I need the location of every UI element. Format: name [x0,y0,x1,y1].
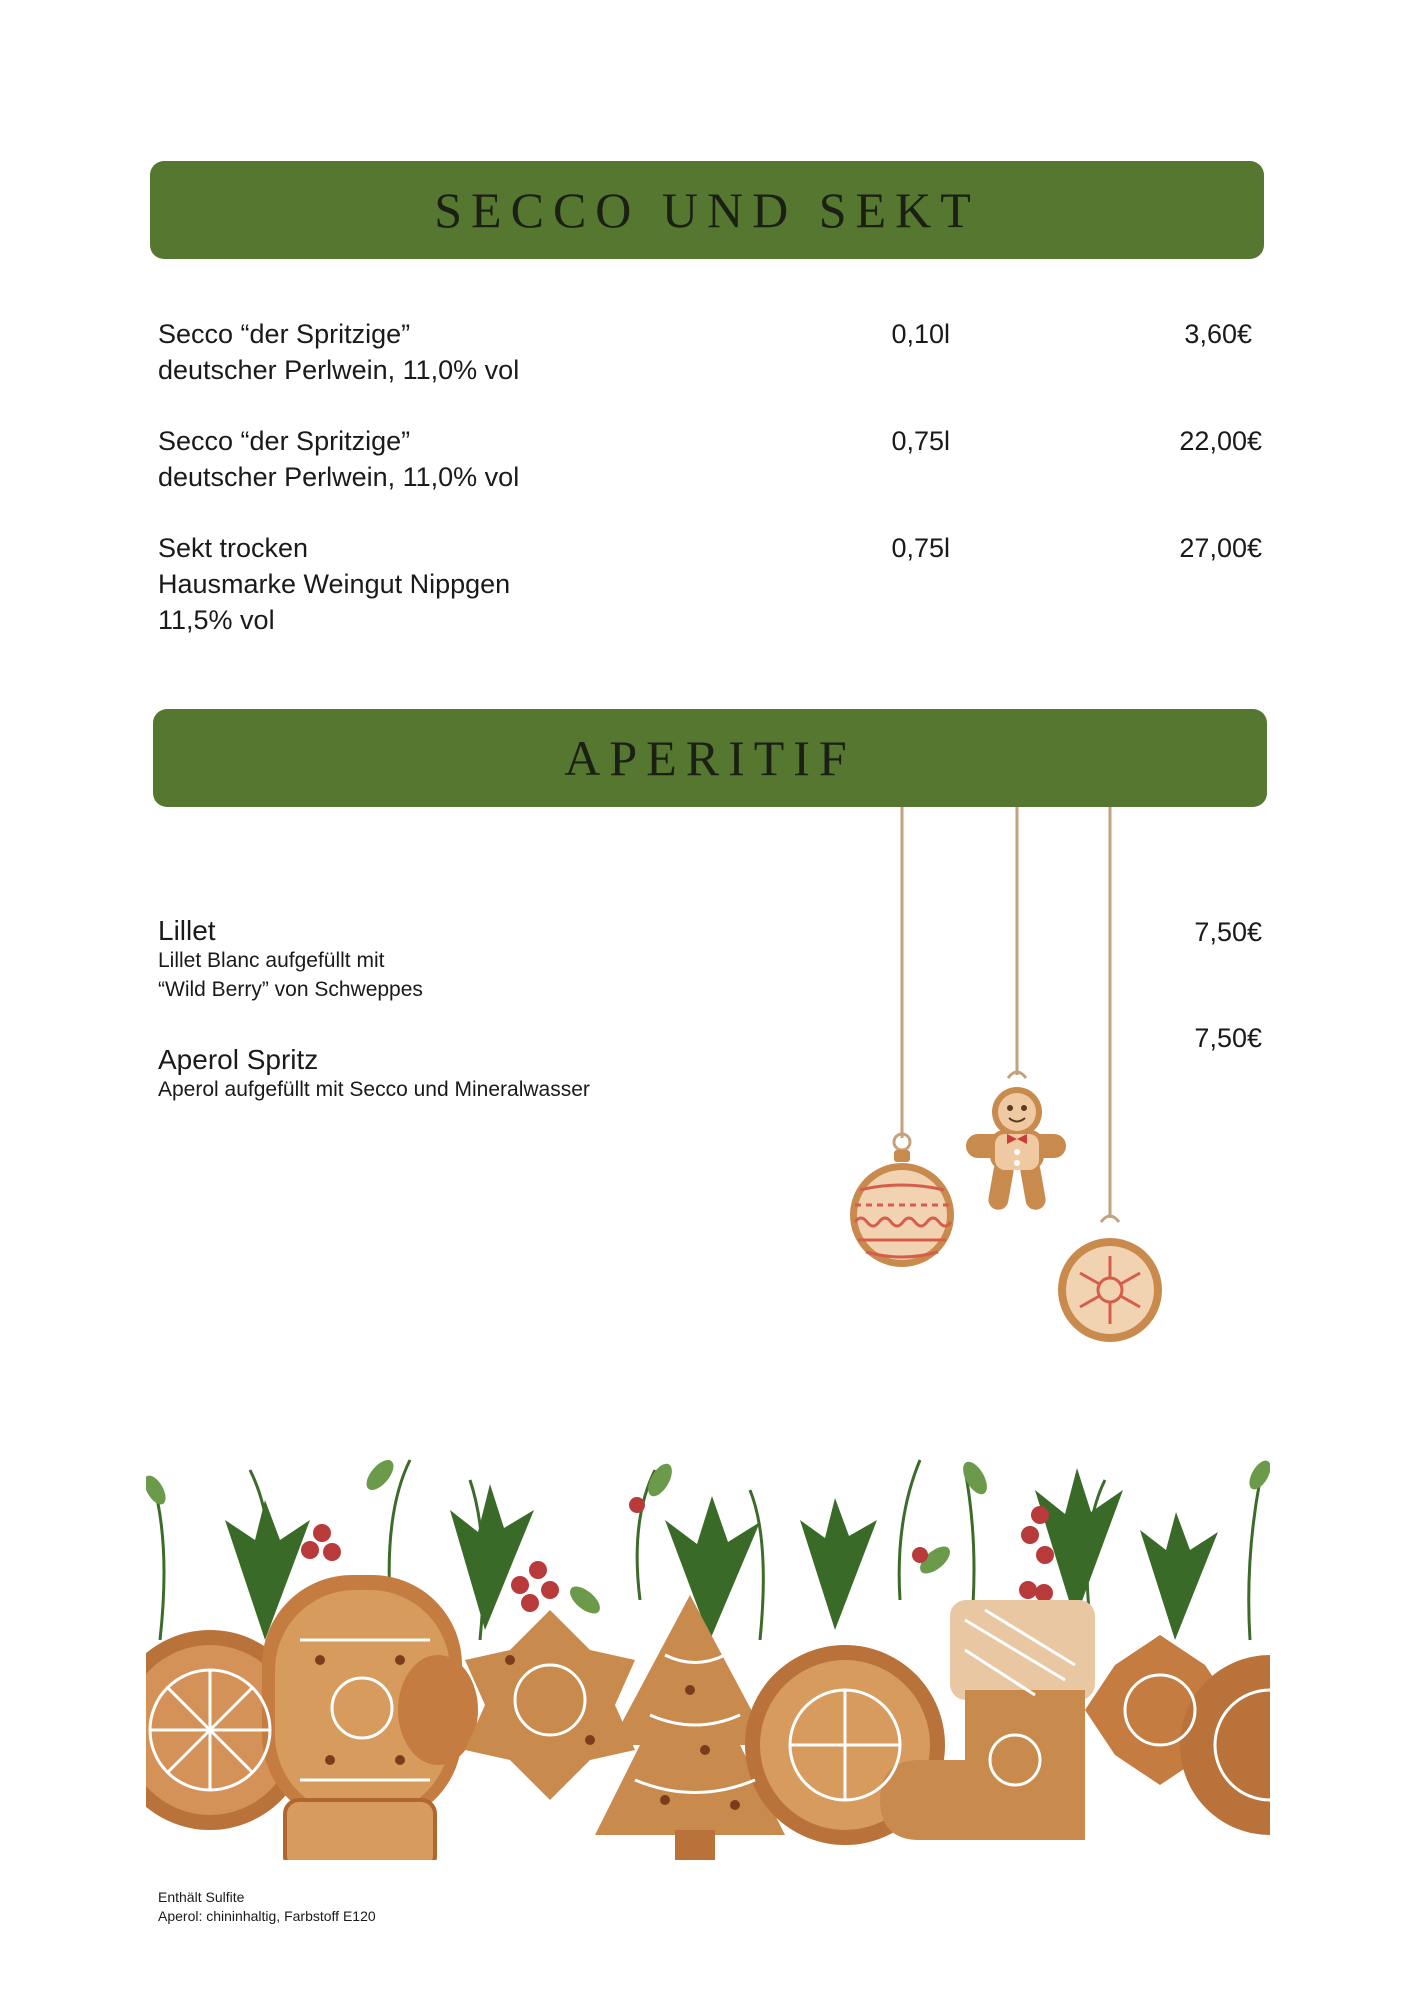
section-title-secco: SECCO UND SEKT [434,182,980,238]
item-volume: 0,75l [891,426,950,456]
footnote-sulfites: Enthält Sulfite [158,1889,245,1905]
item-name: Lillet [158,915,216,946]
item-price: 7,50€ [1194,917,1262,947]
footnote-aperol: Aperol: chininhaltig, Farbstoff E120 [158,1908,376,1924]
item-description: Lillet Blanc aufgefüllt mit [158,949,385,972]
section-title-aperitif: APERITIF [564,730,856,786]
bauble-ornament-icon [850,1134,954,1267]
item-volume: 0,75l [891,533,950,563]
item-description: deutscher Perlwein, 11,0% vol [158,355,520,385]
item-price: 27,00€ [1179,533,1262,563]
section-banner-secco [150,161,1264,259]
gingerbread-man-ornament-icon [966,1072,1066,1211]
item-price: 7,50€ [1194,1023,1262,1053]
item-price: 3,60€ [1184,319,1252,349]
cookie-row [110,1575,1360,1870]
item-description-line2: 11,5% vol [158,605,275,635]
item-name: Secco “der Spritzige” [158,319,411,349]
item-volume: 0,10l [891,319,950,349]
item-description-line2: “Wild Berry” von Schweppes [158,978,423,1001]
item-description: Aperol aufgefüllt mit Secco und Mineralwasser [158,1078,590,1101]
section-banner-aperitif [153,709,1267,807]
item-name: Sekt trocken [158,533,309,563]
pine-sprigs [225,1468,1218,1640]
item-description: deutscher Perlwein, 11,0% vol [158,462,520,492]
item-price: 22,00€ [1179,426,1262,456]
item-description: Hausmarke Weingut Nippgen [158,569,511,599]
item-name: Aperol Spritz [158,1044,319,1075]
snowflake-cookie-ornament-icon [1058,1216,1162,1342]
item-name: Secco “der Spritzige” [158,426,411,456]
